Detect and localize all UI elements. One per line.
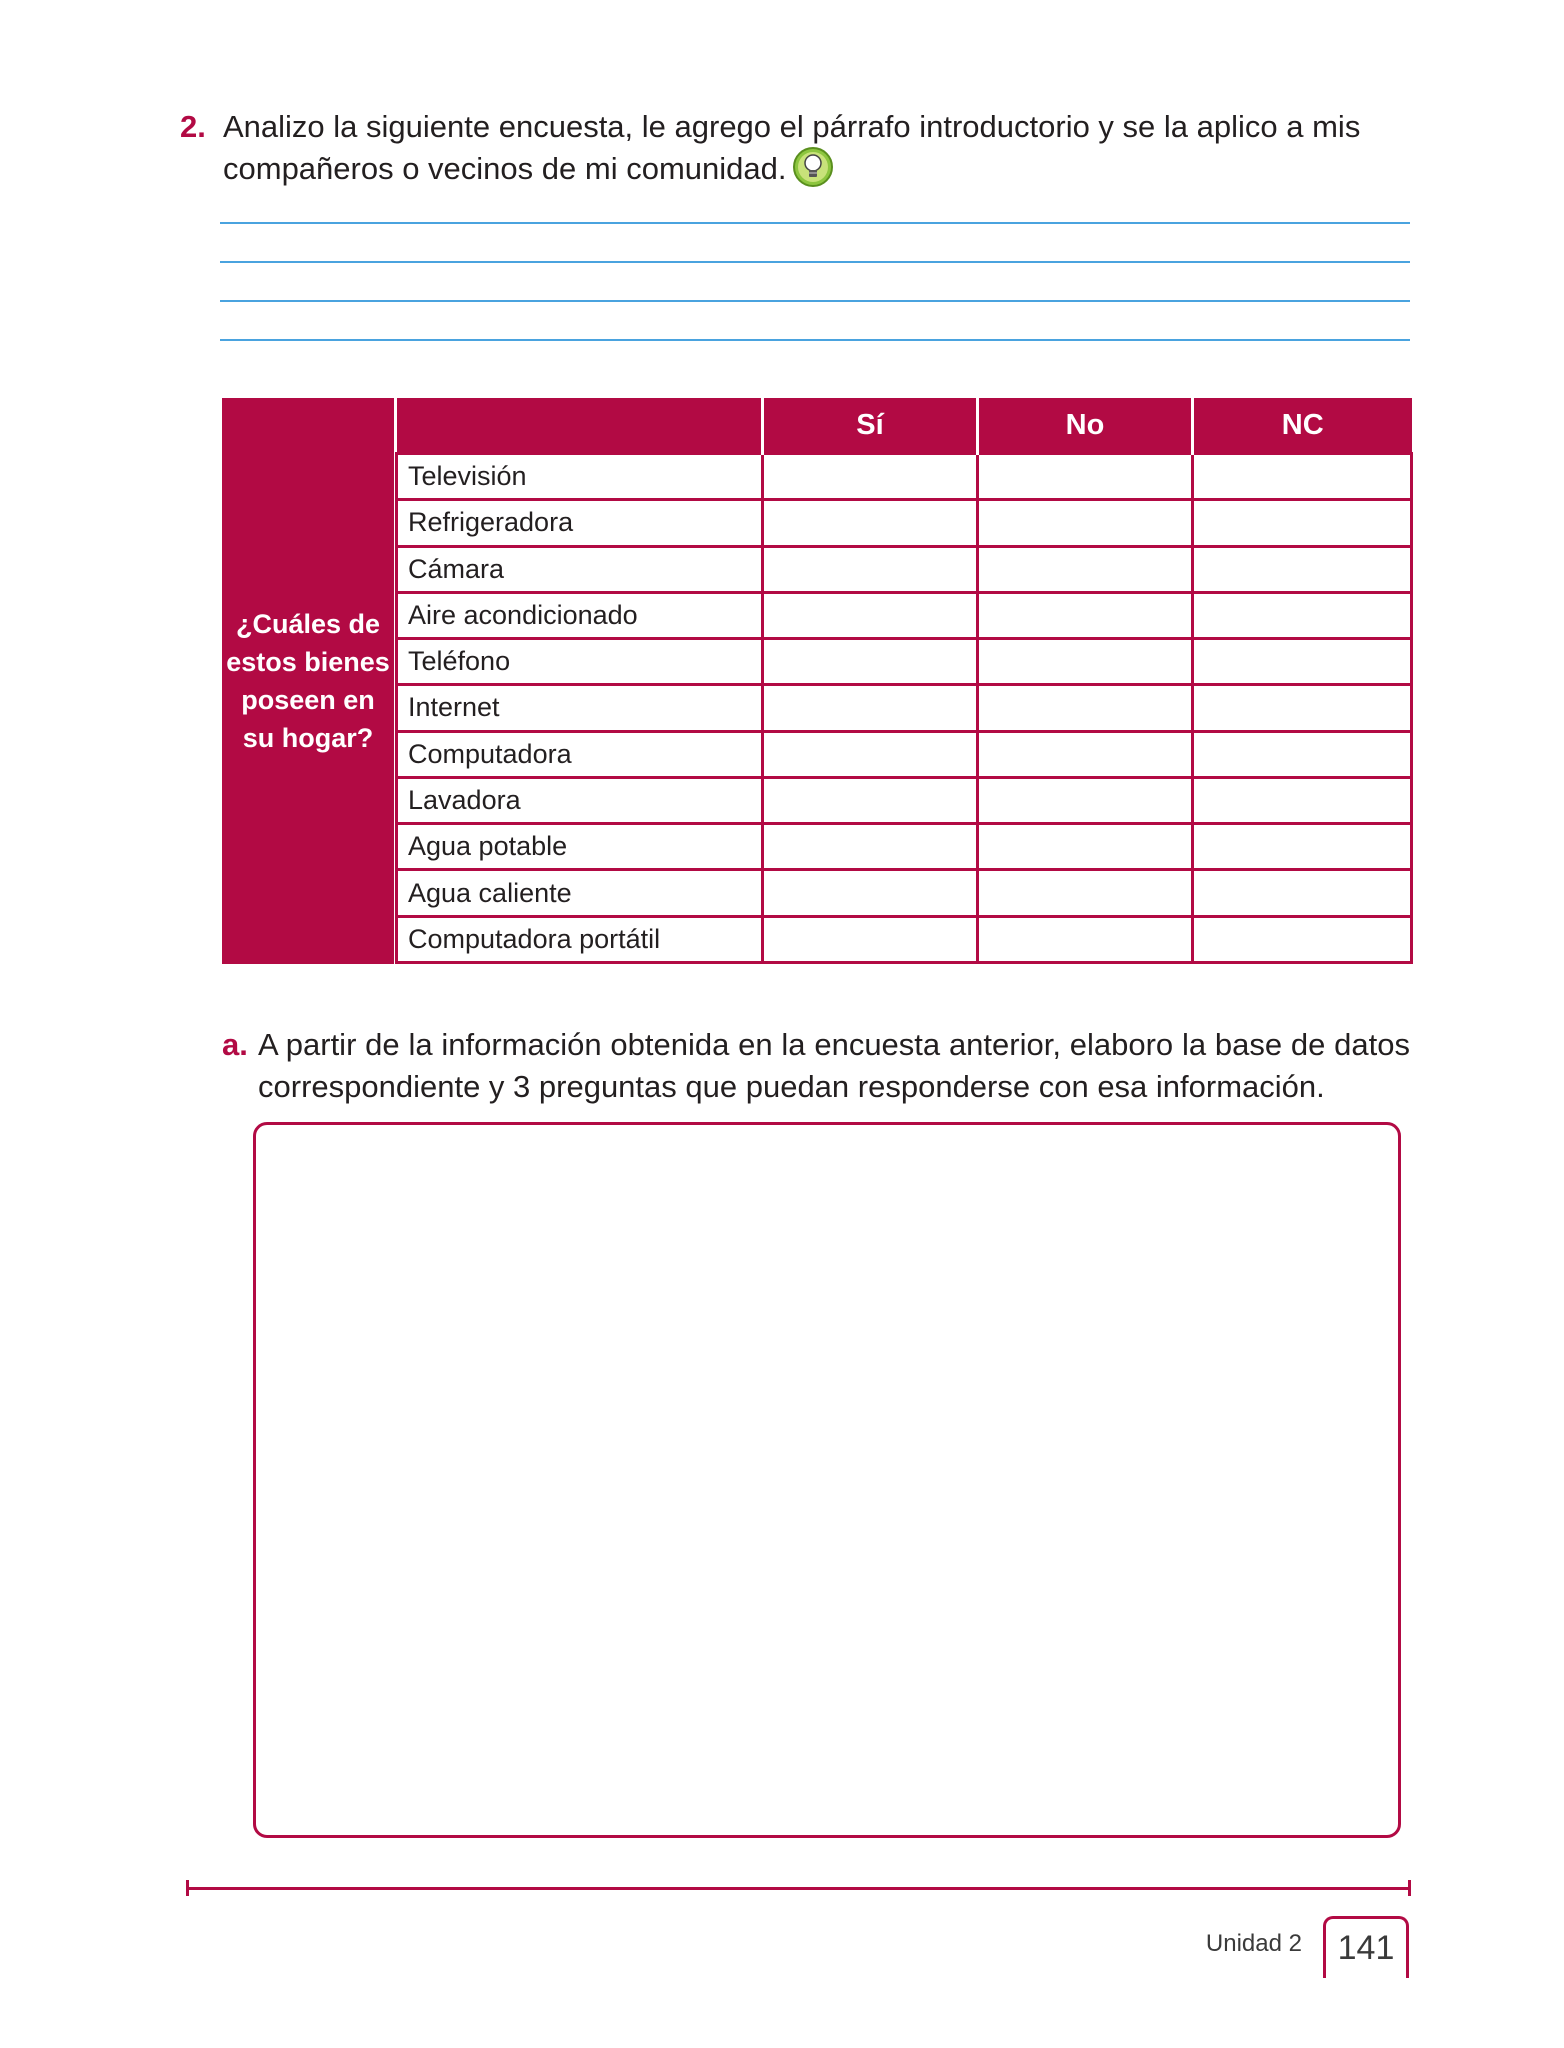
writing-line[interactable]: [220, 222, 1410, 224]
table-row: [397, 916, 1412, 962]
answer-cell-nc[interactable]: [1193, 546, 1412, 592]
header-row: [397, 398, 1412, 454]
answer-cell-no[interactable]: [978, 639, 1193, 685]
table-row: [397, 685, 1412, 731]
column-header-nc: NC: [1193, 398, 1412, 454]
answer-cell-si[interactable]: [763, 870, 978, 916]
item-label: Televisión: [397, 454, 763, 500]
table-row: [397, 500, 1412, 546]
survey-table: [222, 398, 1410, 964]
item-label: Cámara: [397, 546, 763, 592]
answer-cell-nc[interactable]: [1193, 777, 1412, 823]
column-header-item: [397, 398, 763, 454]
item-label: Computadora: [397, 731, 763, 777]
answer-cell-no[interactable]: [978, 870, 1193, 916]
answer-cell-si[interactable]: [763, 916, 978, 962]
table-row: [397, 870, 1412, 916]
writing-line[interactable]: [220, 261, 1410, 263]
answer-cell-nc[interactable]: [1193, 639, 1412, 685]
item-label: Refrigeradora: [397, 500, 763, 546]
answer-cell-no[interactable]: [978, 500, 1193, 546]
question-letter: a.: [222, 1027, 248, 1062]
answer-cell-no[interactable]: [978, 685, 1193, 731]
lightbulb-icon: [792, 146, 834, 188]
answer-cell-no[interactable]: [978, 777, 1193, 823]
answer-cell-no[interactable]: [978, 824, 1193, 870]
footer-rule: [187, 1887, 1411, 1890]
answer-cell-si[interactable]: [763, 685, 978, 731]
item-label: Teléfono: [397, 639, 763, 685]
question-text: Analizo la siguiente encuesta, le agrego el párrafo introductorio y se la aplico a mis compañeros o vecinos de mi comunidad.: [223, 109, 1361, 186]
question-number: 2.: [180, 109, 206, 144]
answer-cell-nc[interactable]: [1193, 870, 1412, 916]
question-text-container: [223, 106, 1413, 192]
unit-label: Unidad 2: [1205, 1930, 1302, 1957]
table-row: [397, 592, 1412, 638]
answer-box[interactable]: [253, 1122, 1401, 1838]
column-header-no: No: [978, 398, 1193, 454]
survey-question-text: ¿Cuáles de estos bienes poseen en su hogar?: [226, 609, 390, 753]
table-row: [397, 731, 1412, 777]
answer-cell-si[interactable]: [763, 546, 978, 592]
answer-cell-nc[interactable]: [1193, 916, 1412, 962]
table-row: [397, 824, 1412, 870]
table-row: [397, 454, 1412, 500]
answer-cell-si[interactable]: [763, 500, 978, 546]
table-row: [397, 639, 1412, 685]
answer-cell-nc[interactable]: [1193, 685, 1412, 731]
survey-question-label: [222, 398, 394, 964]
answer-cell-no[interactable]: [978, 592, 1193, 638]
answer-cell-nc[interactable]: [1193, 731, 1412, 777]
table-row: [397, 777, 1412, 823]
answer-cell-no[interactable]: [978, 916, 1193, 962]
answer-cell-si[interactable]: [763, 731, 978, 777]
item-label: Internet: [397, 685, 763, 731]
answer-cell-no[interactable]: [978, 731, 1193, 777]
answer-cell-si[interactable]: [763, 454, 978, 500]
footer-rule-tick: [1408, 1880, 1411, 1896]
column-header-si: Sí: [763, 398, 978, 454]
item-label: Computadora portátil: [397, 916, 763, 962]
answer-cell-si[interactable]: [763, 824, 978, 870]
answer-cell-si[interactable]: [763, 592, 978, 638]
answer-cell-nc[interactable]: [1193, 500, 1412, 546]
survey-grid: [395, 398, 1413, 964]
writing-line[interactable]: [220, 339, 1410, 341]
answer-cell-si[interactable]: [763, 777, 978, 823]
page-number: 141: [1323, 1916, 1409, 1978]
writing-line[interactable]: [220, 300, 1410, 302]
answer-cell-nc[interactable]: [1193, 824, 1412, 870]
table-row: [397, 546, 1412, 592]
answer-cell-si[interactable]: [763, 639, 978, 685]
answer-cell-no[interactable]: [978, 546, 1193, 592]
answer-cell-nc[interactable]: [1193, 592, 1412, 638]
item-label: Aire acondicionado: [397, 592, 763, 638]
item-label: Lavadora: [397, 777, 763, 823]
item-label: Agua potable: [397, 824, 763, 870]
question-a-text: A partir de la información obtenida en la encuesta anterior, elaboro la base de datos correspondiente y 3 preguntas que puedan responderse con esa información.: [258, 1027, 1410, 1104]
item-label: Agua caliente: [397, 870, 763, 916]
answer-cell-no[interactable]: [978, 454, 1193, 500]
answer-cell-nc[interactable]: [1193, 454, 1412, 500]
